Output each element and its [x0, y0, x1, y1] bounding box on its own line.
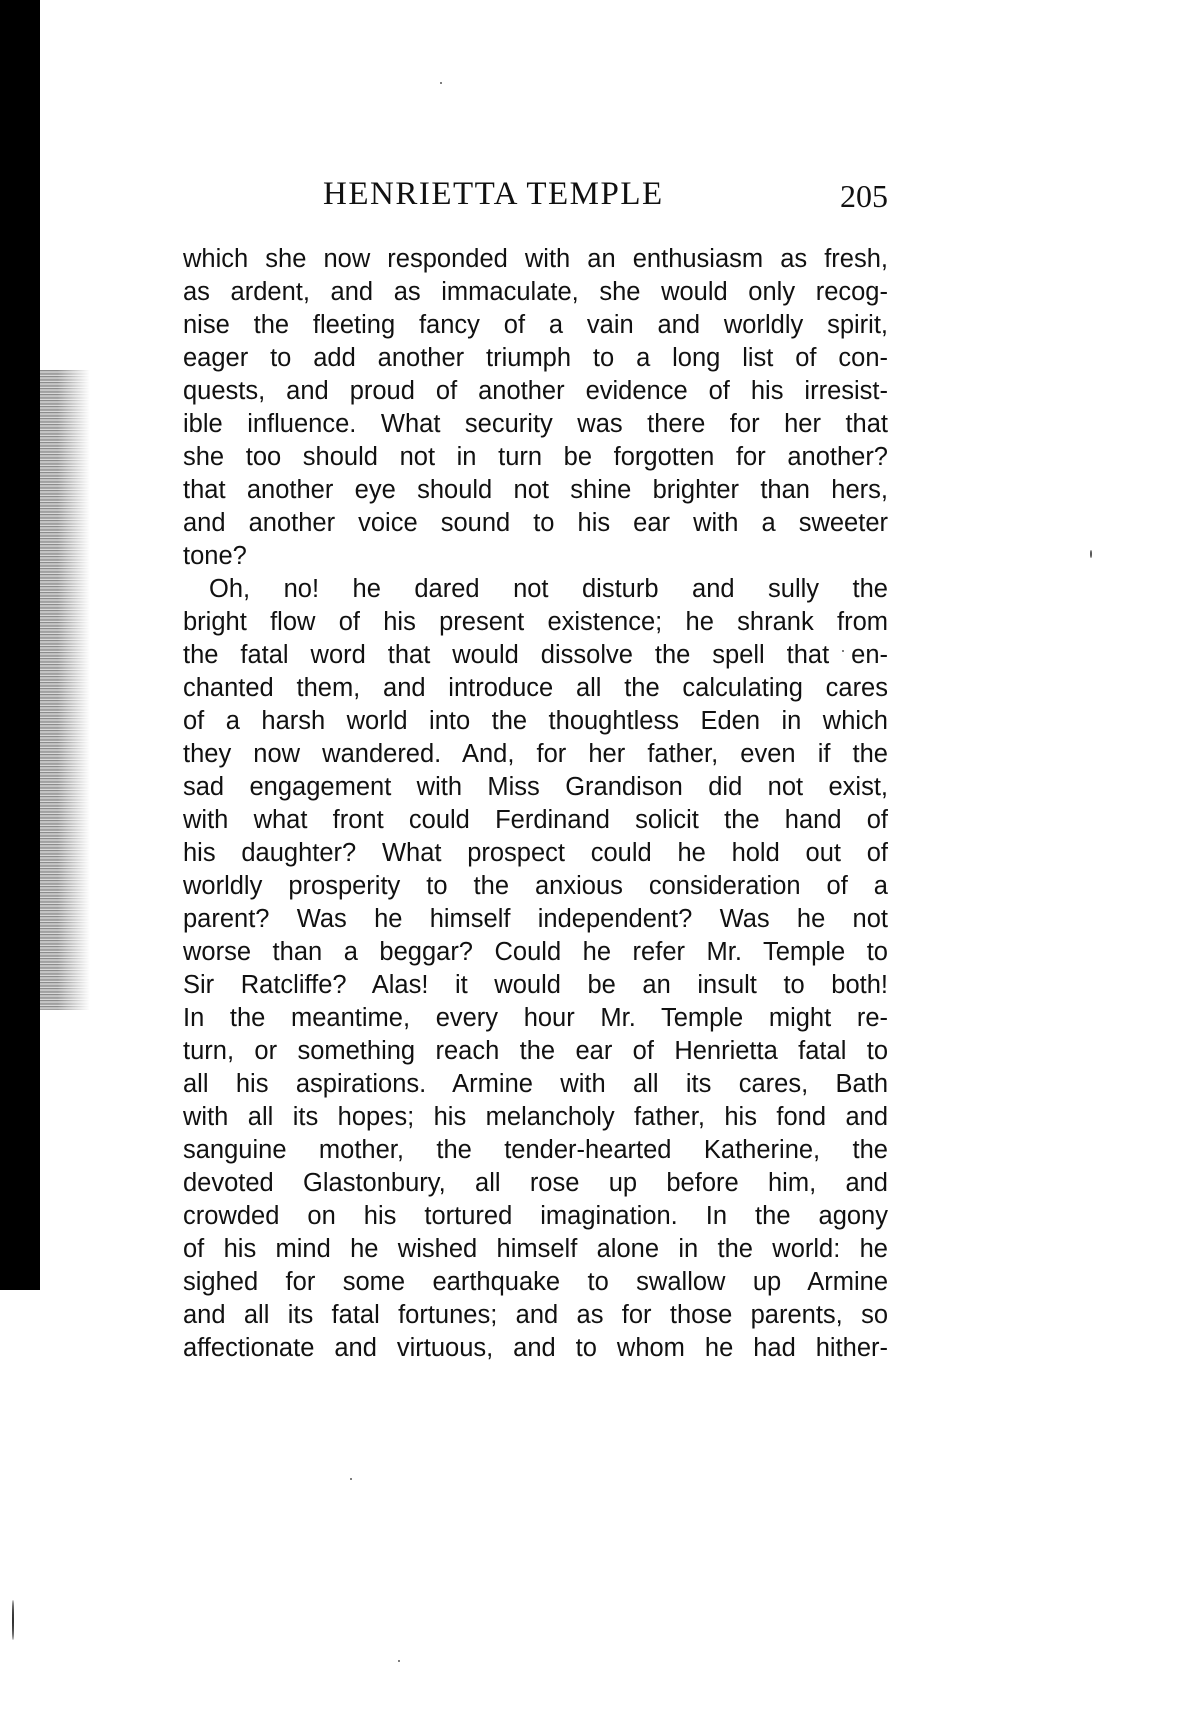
- text-line: which she now responded with an enthusiasm as fresh,: [183, 245, 888, 273]
- text-line: all his aspirations. Armine with all its cares, Bath: [183, 1070, 888, 1098]
- text-line: chanted them, and introduce all the calculating cares: [183, 674, 888, 702]
- text-line: she too should not in turn be forgotten for another?: [183, 443, 888, 471]
- text-line: as ardent, and as immaculate, she would only recog-: [183, 278, 888, 306]
- scan-gutter-fade: [40, 370, 90, 1010]
- text-line: crowded on his tortured imagination. In the agony: [183, 1202, 888, 1230]
- text-line: with all its hopes; his melancholy father, his fond and: [183, 1103, 888, 1131]
- paragraph-2: [183, 573, 888, 1365]
- text-line: sad engagement with Miss Grandison did not exist,: [183, 773, 888, 801]
- scan-gutter-shadow: [0, 0, 40, 1290]
- text-line: quests, and proud of another evidence of his irresist-: [183, 377, 888, 405]
- text-line: ible influence. What security was there for her that: [183, 410, 888, 438]
- text-line: Sir Ratcliffe? Alas! it would be an insult to both!: [183, 971, 888, 999]
- text-line: his daughter? What prospect could he hold out of: [183, 839, 888, 867]
- text-line: and all its fatal fortunes; and as for those parents, so: [183, 1301, 888, 1329]
- scan-speck: [12, 1600, 14, 1640]
- text-line: of his mind he wished himself alone in the world: he: [183, 1235, 888, 1263]
- scan-speck: [350, 1478, 352, 1480]
- page-number: 205: [840, 178, 888, 214]
- text-line: bright flow of his present existence; he shrank from: [183, 608, 888, 636]
- text-line: devoted Glastonbury, all rose up before him, and: [183, 1169, 888, 1197]
- text-line: sighed for some earthquake to swallow up Armine: [183, 1268, 888, 1296]
- paragraph-1: [183, 243, 888, 573]
- body-text: [183, 243, 888, 1365]
- text-line: eager to add another triumph to a long list of con-: [183, 344, 888, 372]
- text-line: turn, or something reach the ear of Henrietta fatal to: [183, 1037, 888, 1065]
- text-line: they now wandered. And, for her father, even if the: [183, 740, 888, 768]
- scan-speck: [1090, 550, 1092, 558]
- text-line: sanguine mother, the tender-hearted Katherine, the: [183, 1136, 888, 1164]
- text-line: that another eye should not shine brighter than hers,: [183, 476, 888, 504]
- scan-speck: [440, 82, 442, 84]
- text-line: of a harsh world into the thoughtless Eden in which: [183, 707, 888, 735]
- text-line: nise the fleeting fancy of a vain and worldly spirit,: [183, 311, 888, 339]
- text-line: and another voice sound to his ear with a sweeter: [183, 509, 888, 537]
- text-line: affectionate and virtuous, and to whom he had hither-: [183, 1334, 888, 1362]
- text-line: worse than a beggar? Could he refer Mr. Temple to: [183, 938, 888, 966]
- text-line: parent? Was he himself independent? Was he not: [183, 905, 888, 933]
- running-title: HENRIETTA TEMPLE: [323, 176, 664, 212]
- text-line: Oh, no! he dared not disturb and sully the: [209, 575, 888, 603]
- text-line: tone?: [183, 542, 247, 570]
- text-line: with what front could Ferdinand solicit the hand of: [183, 806, 888, 834]
- scan-speck: [398, 1660, 400, 1662]
- text-line: worldly prosperity to the anxious consideration of a: [183, 872, 888, 900]
- text-line: the fatal word that would dissolve the spell that en-: [183, 641, 888, 669]
- text-line: In the meantime, every hour Mr. Temple might re-: [183, 1004, 888, 1032]
- running-head: [183, 176, 888, 226]
